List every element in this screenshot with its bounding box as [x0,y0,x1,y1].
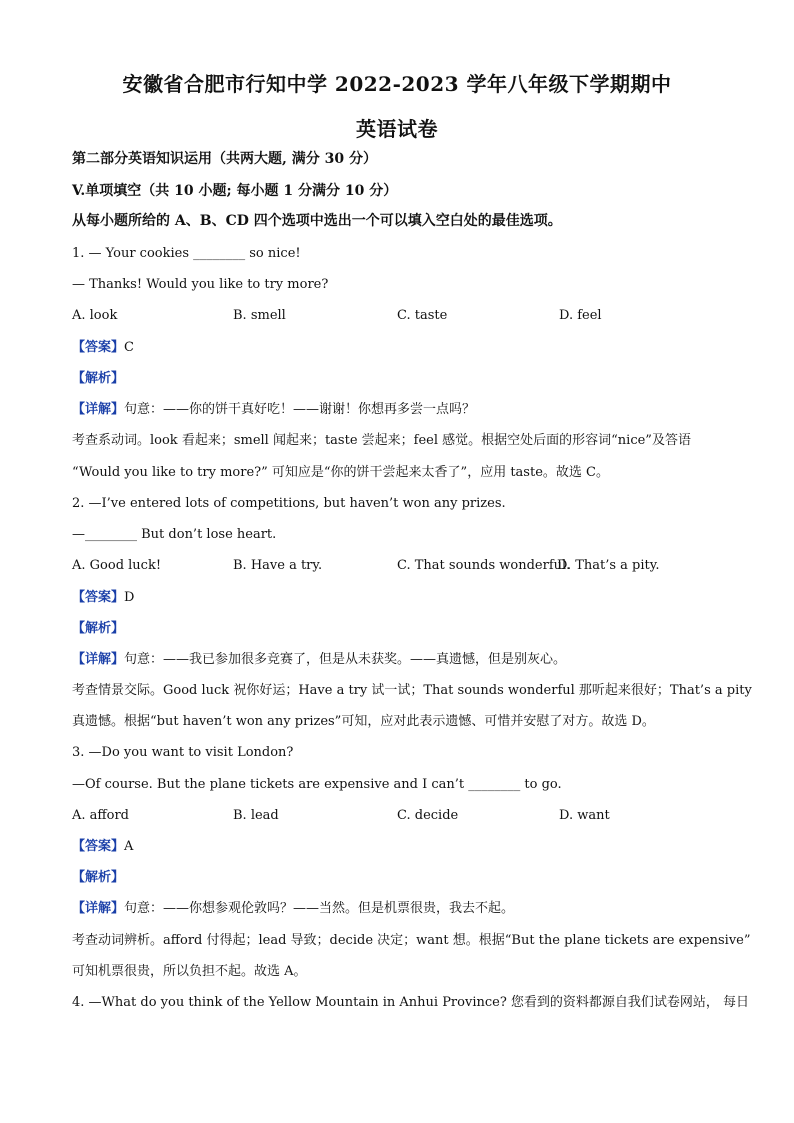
question-1-prompt: 1. — Your cookies ________ so nice! [72,246,301,261]
answer-value: A [124,839,134,854]
question-2-reply: —________ But don’t lose heart. [72,527,277,542]
document-title: 安徽省合肥市行知中学 2022-2023 学年八年级下学期期中 [122,72,672,96]
question-3-option-a: A. afford [72,808,130,823]
answer-label: 【答案】 [72,340,125,355]
question-2-prompt: 2. —I’ve entered lots of competitions, but haven’t won any prizes. [72,496,506,511]
detail-text: 句意：——我已参加很多竞赛了，但是从未获奖。——真遗憾，但是别灰心。 [124,652,567,667]
question-2-analysis-label [72,621,734,637]
analysis-label: 【解析】 [72,870,125,885]
question-3-explanation-line-1: 考查动词辨析。afford 付得起；lead 导致；decide 决定；want 想。根据“But the plane tickets are expensive” [72,933,751,948]
question-1-reply: — Thanks! Would you like to try more? [72,277,329,292]
part-heading: 第二部分英语知识运用（共两大题, 满分 30 分） [72,151,377,167]
question-1-detail [72,402,734,418]
question-1-analysis-label [72,371,734,387]
question-1-explanation-line-2: “Would you like to try more?” 可知应是“你的饼干尝起来太香了”，应用 taste。故选 C。 [72,465,609,480]
question-4-prompt: 4. —What do you think of the Yellow Mountain in Anhui Province? 您看到的资料都源自我们试卷网站， 每日 [72,995,750,1010]
question-3-answer [72,839,734,855]
detail-label: 【详解】 [72,652,125,667]
question-2-answer [72,590,734,606]
question-3-reply: —Of course. But the plane tickets are expensive and I can’t ________ to go. [72,777,562,792]
question-3-option-b: B. lead [233,808,279,823]
question-2-detail [72,652,734,668]
question-2-explanation-line-1: 考查情景交际。Good luck 祝你好运；Have a try 试一试；That sounds wonderful 那听起来很好；That’s a pity [72,683,752,698]
question-3-option-c: C. decide [397,808,459,823]
section-heading: V.单项填空（共 10 小题; 每小题 1 分满分 10 分） [72,183,398,199]
detail-label: 【详解】 [72,402,125,417]
question-1-option-d: D. feel [559,308,602,323]
question-3-prompt: 3. —Do you want to visit London? [72,745,294,760]
question-2-option-a: A. Good luck! [72,558,162,573]
detail-label: 【详解】 [72,901,125,916]
question-2-explanation-line-2: 真遗憾。根据“but haven’t won any prizes”可知，应对此表示遗憾、可惜并安慰了对方。故选 D。 [72,714,655,729]
question-1-option-c: C. taste [397,308,448,323]
answer-value: D [124,590,135,605]
question-2-option-b: B. Have a try. [233,558,323,573]
document-subtitle: 英语试卷 [356,117,438,141]
question-3-explanation-line-2: 可知机票很贵，所以负担不起。故选 A。 [72,964,307,979]
detail-text: 句意：——你想参观伦敦吗？——当然。但是机票很贵，我去不起。 [124,901,515,916]
question-1-option-a: A. look [72,308,118,323]
detail-text: 句意：——你的饼干真好吃！——谢谢！你想再多尝一点吗？ [124,402,476,417]
question-1-answer [72,340,734,356]
analysis-label: 【解析】 [72,621,125,636]
question-3-option-d: D. want [559,808,610,823]
question-1-option-b: B. smell [233,308,286,323]
analysis-label: 【解析】 [72,371,125,386]
question-3-analysis-label [72,870,734,886]
question-3-detail [72,901,734,917]
answer-label: 【答案】 [72,590,125,605]
instruction-text: 从每小题所给的 A、B、CD 四个选项中选出一个可以填入空白处的最佳选项。 [72,213,562,229]
question-2-option-d: D. That’s a pity. [557,558,660,573]
answer-value: C [124,340,134,355]
question-1-explanation-line-1: 考查系动词。look 看起来；smell 闻起来；taste 尝起来；feel 感觉。根据空处后面的形容词“nice”及答语 [72,433,691,448]
answer-label: 【答案】 [72,839,125,854]
question-2-option-c: C. That sounds wonderful. [397,558,571,573]
